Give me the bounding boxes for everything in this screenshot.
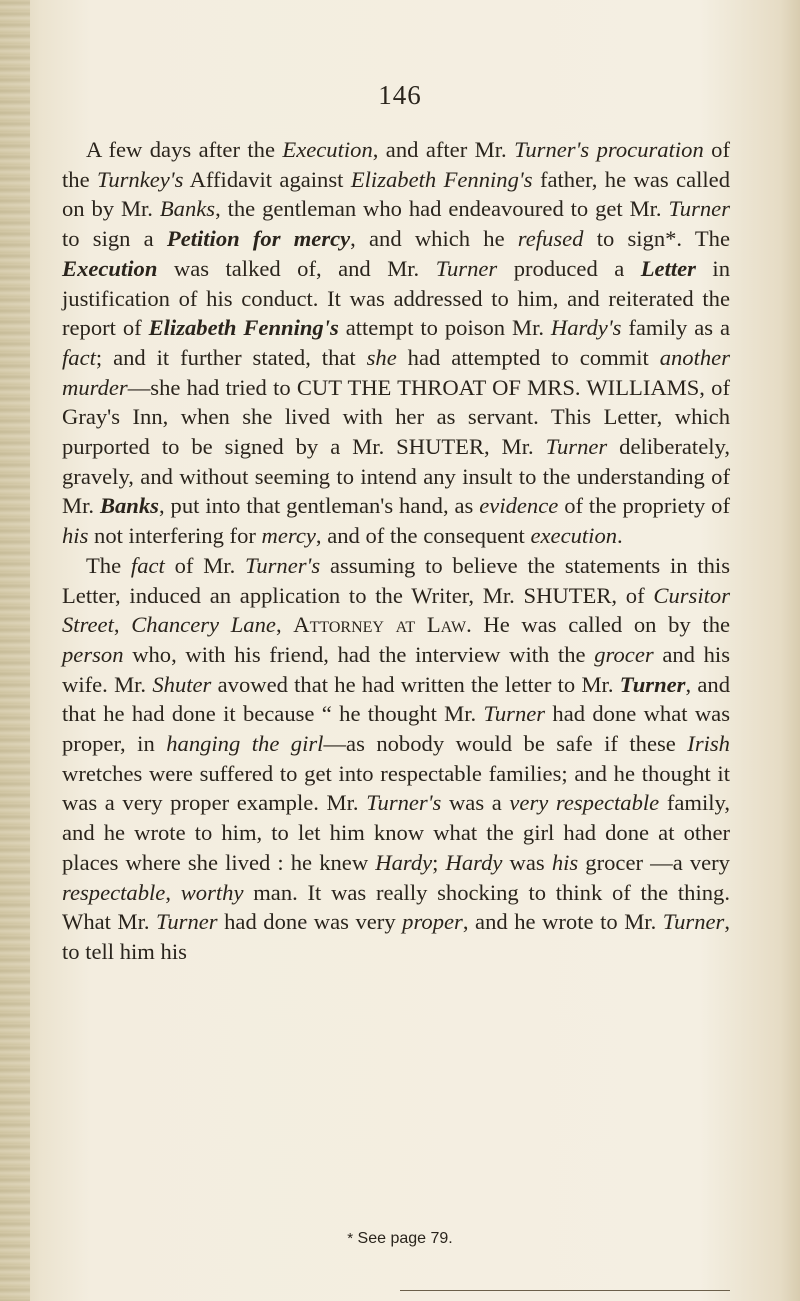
text-run: Chancery Lane — [131, 612, 276, 638]
text-run: and his wife. Mr. — [62, 641, 730, 697]
text-run: Turner — [619, 671, 686, 697]
text-run: hanging the girl — [166, 731, 324, 757]
text-run: evidence — [479, 493, 559, 519]
text-run: grocer —a very — [578, 849, 730, 875]
text-run: Attorney at Law — [293, 612, 467, 638]
text-run: Turner — [668, 196, 730, 222]
text-run: Letter — [640, 255, 696, 281]
text-run: his — [551, 849, 579, 875]
text-run: —she had tried to CUT THE THROAT OF MRS. WILLIAMS, of Gray's Inn, when she lived with her as servant. This Letter, which purported to be signed by a Mr. SHUTER, Mr. — [62, 374, 730, 460]
text-run: Turner's — [366, 790, 442, 816]
text-run: person — [62, 641, 124, 667]
text-run: , put into that gentleman's hand, as — [158, 493, 480, 519]
text-run: Affidavit against — [183, 166, 351, 192]
text-run: Irish — [687, 731, 730, 757]
text-run: , — [165, 879, 181, 905]
body-text — [62, 135, 730, 967]
text-run: fact — [130, 552, 165, 578]
text-run: attempt to poison Mr. — [338, 315, 551, 341]
text-run: proper — [402, 909, 463, 935]
text-run: , — [113, 612, 132, 638]
text-run: was a — [441, 790, 510, 816]
text-run: family as a — [621, 315, 730, 341]
footnote-text: See page 79. — [357, 1230, 453, 1247]
text-run: Hardy — [445, 849, 503, 875]
text-run: . He was called on by the — [466, 612, 731, 638]
page-gutter-shadow — [0, 0, 30, 1301]
text-run: very respectable — [509, 790, 660, 816]
text-run: deliberately, gravely, and without seeming to intend any insult to the understanding of Mr. — [62, 434, 730, 519]
text-run: , to tell him his — [62, 909, 730, 964]
paragraph-1 — [62, 135, 730, 551]
text-run: avowed that he had written the letter to Mr. — [211, 671, 620, 697]
text-run: to sign*. The — [583, 226, 730, 252]
text-run: Hardy — [375, 849, 433, 875]
text-run: to sign a — [62, 226, 167, 252]
text-run: fact — [62, 344, 96, 370]
paragraph-2 — [62, 551, 730, 967]
text-run: Turner — [662, 909, 725, 935]
text-run: in justification of his conduct. It was addressed to him, and reiterated the report of — [62, 255, 730, 341]
text-run: , and which he — [350, 226, 518, 252]
text-run: ; and it further stated, that — [95, 344, 367, 370]
text-run: had done was very — [217, 909, 403, 935]
text-run: of the — [62, 137, 730, 192]
text-run: Elizabeth Fenning's — [148, 315, 339, 341]
page-number: 146 — [378, 80, 422, 110]
text-run: ; — [432, 849, 446, 875]
text-run: —as nobody would be safe if these — [323, 731, 688, 757]
text-run: Turner — [435, 255, 498, 281]
text-run: Turner — [483, 701, 546, 727]
text-run: , and he wrote to Mr. — [462, 909, 663, 935]
text-run: she — [366, 344, 397, 370]
text-run: of the propriety of — [558, 493, 730, 519]
text-run: assuming to believe the statements in this Letter, induced an application to the Writer, Mr. SHUTER, of — [62, 552, 730, 608]
text-run: Turnkey's — [97, 166, 184, 192]
text-run: Cursitor Street — [62, 582, 730, 638]
text-run: Hardy's — [550, 315, 622, 341]
text-run: , the gentleman who had endeavoured to get Mr. — [215, 196, 669, 222]
text-run: Banks — [99, 493, 159, 519]
text-run: had attempted to commit — [396, 344, 660, 370]
footnote-mark: * — [347, 1230, 354, 1247]
text-run: worthy — [180, 879, 244, 905]
text-run: another murder — [62, 344, 730, 400]
text-run: had done what was proper, in — [62, 701, 730, 757]
text-run: produced a — [497, 255, 641, 281]
text-run: Execution — [62, 255, 158, 281]
text-run: family, and he wrote to him, to let him know what the girl had done at other places where she lived : he knew — [62, 790, 730, 875]
text-run: A few days after the — [86, 137, 283, 162]
text-run: execution — [530, 523, 618, 549]
text-run: The — [86, 552, 131, 578]
text-run: Banks — [159, 196, 216, 222]
text-run: , — [275, 612, 294, 638]
text-run: mercy — [261, 523, 316, 549]
text-run: was talked of, and Mr. — [157, 255, 436, 281]
text-run: . — [617, 523, 623, 549]
text-run: Turner's — [245, 552, 321, 578]
text-run: refused — [517, 226, 584, 252]
text-run: his — [62, 523, 89, 549]
text-run: Turner — [545, 434, 608, 460]
text-run: who, with his friend, had the interview with the — [123, 641, 595, 667]
text-run: Petition for mercy — [166, 226, 351, 252]
text-run: Shuter — [152, 671, 212, 697]
text-run: Turner — [156, 909, 218, 935]
text-run: respectable — [62, 879, 166, 905]
text-run: was — [502, 849, 552, 875]
footnote — [0, 1230, 800, 1248]
text-run: Turner's procuration — [514, 137, 704, 162]
text-run: of Mr. — [164, 552, 245, 578]
text-run: father, he was called on by Mr. — [62, 166, 730, 222]
text-run: grocer — [594, 641, 654, 667]
text-run: Elizabeth Fenning's — [350, 166, 533, 192]
text-run: wretches were suffered to get into respectable families; and he thought it was a very proper example. Mr. — [62, 760, 730, 816]
text-run: , and that he had done it because “ he thought Mr. — [62, 671, 731, 727]
text-run: man. It was really shocking to think of the thing. What Mr. — [62, 879, 730, 935]
text-run: , and of the consequent — [315, 523, 531, 549]
text-run: Execution — [282, 137, 373, 162]
text-run: , and after Mr. — [372, 137, 515, 162]
page-edge-line — [400, 1290, 730, 1291]
text-run: not interfering for — [88, 523, 262, 549]
